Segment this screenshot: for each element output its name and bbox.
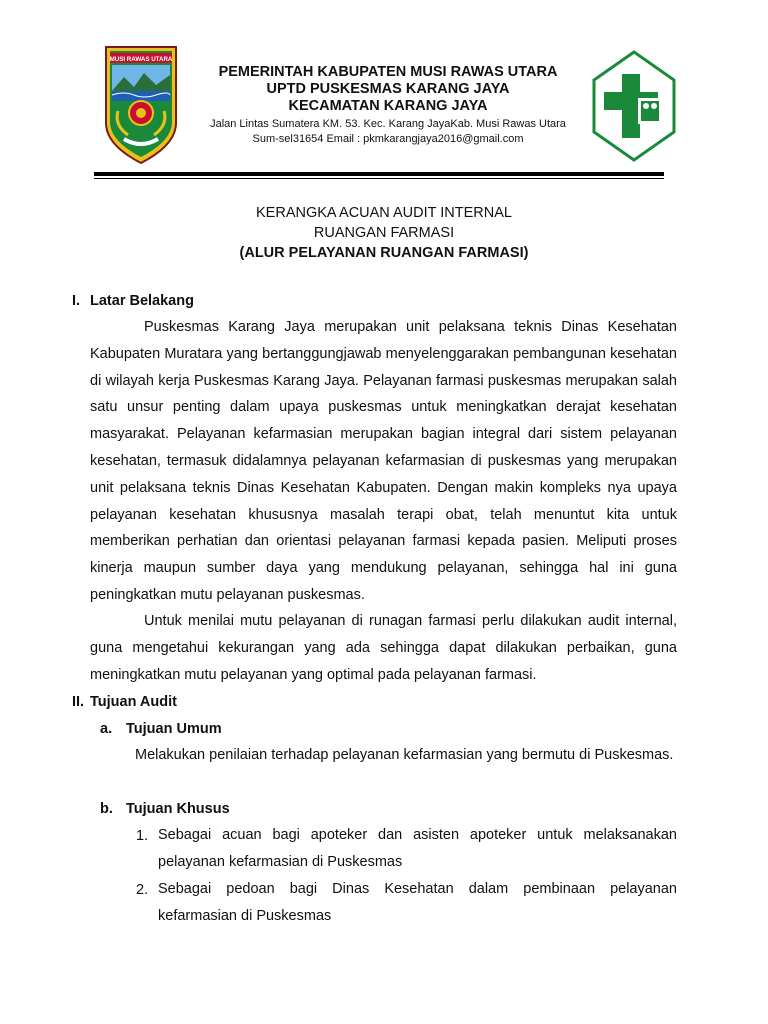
list-item-number: 2. — [136, 882, 149, 898]
subsection-a-label: a. — [100, 721, 113, 737]
list-item: Sebagai pedoan bagi Dinas Kesehatan dalam pembinaan pelayanan kefarmasian di Puskesmas — [158, 881, 677, 924]
section-1-number: I. — [72, 293, 81, 309]
section-2-number: II. — [72, 694, 85, 710]
list-item: Sebagai acuan bagi apoteker dan asisten apoteker untuk melaksanakan pelayanan kefarmasian di Puskesmas — [158, 827, 677, 870]
letterhead-divider — [94, 172, 664, 176]
section-1-heading: Latar Belakang — [90, 293, 194, 309]
subsection-a-heading: Tujuan Umum — [126, 721, 222, 737]
document-title: KERANGKA ACUAN AUDIT INTERNAL — [256, 205, 512, 221]
emblem-lettering: MUSI RAWAS UTARA — [109, 56, 173, 63]
section-1-paragraph-2: Untuk menilai mutu pelayanan di runagan farmasi perlu dilakukan audit internal, guna mengetahui kekurangan yang ada sehingga dapat dilakukan perbaikan, guna meningkatkan mutu pelayanan yang optimal pada pelayanan farmasi. — [90, 613, 677, 683]
section-2-heading: Tujuan Audit — [90, 694, 177, 710]
subsection-b-label: b. — [100, 801, 113, 817]
list-item-number: 1. — [136, 828, 149, 844]
subsection-b-heading: Tujuan Khusus — [126, 801, 230, 817]
section-1-paragraph-1: Puskesmas Karang Jaya merupakan unit pelaksana teknis Dinas Kesehatan Kabupaten Muratara yang bertanggungjawab menyelenggarakan pembangunan kesehatan di wilayah kerja Puskesmas Karang Jaya. Pelayanan farmasi puskesmas merupakan salah satu unsur penting dalam upaya puskesmas untuk meningkatkan derajat kesehatan masyarakat. Pelayanan kefarmasian merupakan bagian integral dari sistem pelayanan kesehatan, termasuk didalamnya pelayanan kefarmasian di puskesmas yang merupakan unit pelaksana teknis Dinas Kesehatan Kabupaten. Dengan makin kompleks nya upaya pelayanan kesehatan khususnya masalah terapi obat, telah menuntut kita untuk memberikan perhatian dan orientasi pelayanan farmasi kepada pasien. Meliputi proses kinerja maupun sumber daya yang mendukung pelayanan, sehingga hal ini guna peningkatkan mutu pelayanan puskesmas. — [90, 319, 677, 603]
letterhead-divider-thin — [94, 178, 664, 179]
letterhead-district: KECAMATAN KARANG JAYA — [288, 98, 488, 114]
letterhead-institution: UPTD PUSKESMAS KARANG JAYA — [266, 81, 510, 97]
document-subtitle: RUANGAN FARMASI — [313, 225, 455, 241]
regency-emblem-icon — [104, 45, 178, 165]
puskesmas-cross-icon — [590, 48, 678, 164]
letterhead-address: Jalan Lintas Sumatera KM. 53. Kec. Karang JayaKab. Musi Rawas Utara — [210, 118, 566, 130]
document-subtitle-detail: (ALUR PELAYANAN RUANGAN FARMASI) — [239, 245, 529, 261]
letterhead-contact: Sum-sel31654 Email : pkmkarangjaya2016@gmail.com — [252, 133, 524, 145]
subsection-a-text: Melakukan penilaian terhadap pelayanan kefarmasian yang bermutu di Puskesmas. — [135, 747, 674, 763]
letterhead-government: PEMERINTAH KABUPATEN MUSI RAWAS UTARA — [218, 64, 558, 80]
